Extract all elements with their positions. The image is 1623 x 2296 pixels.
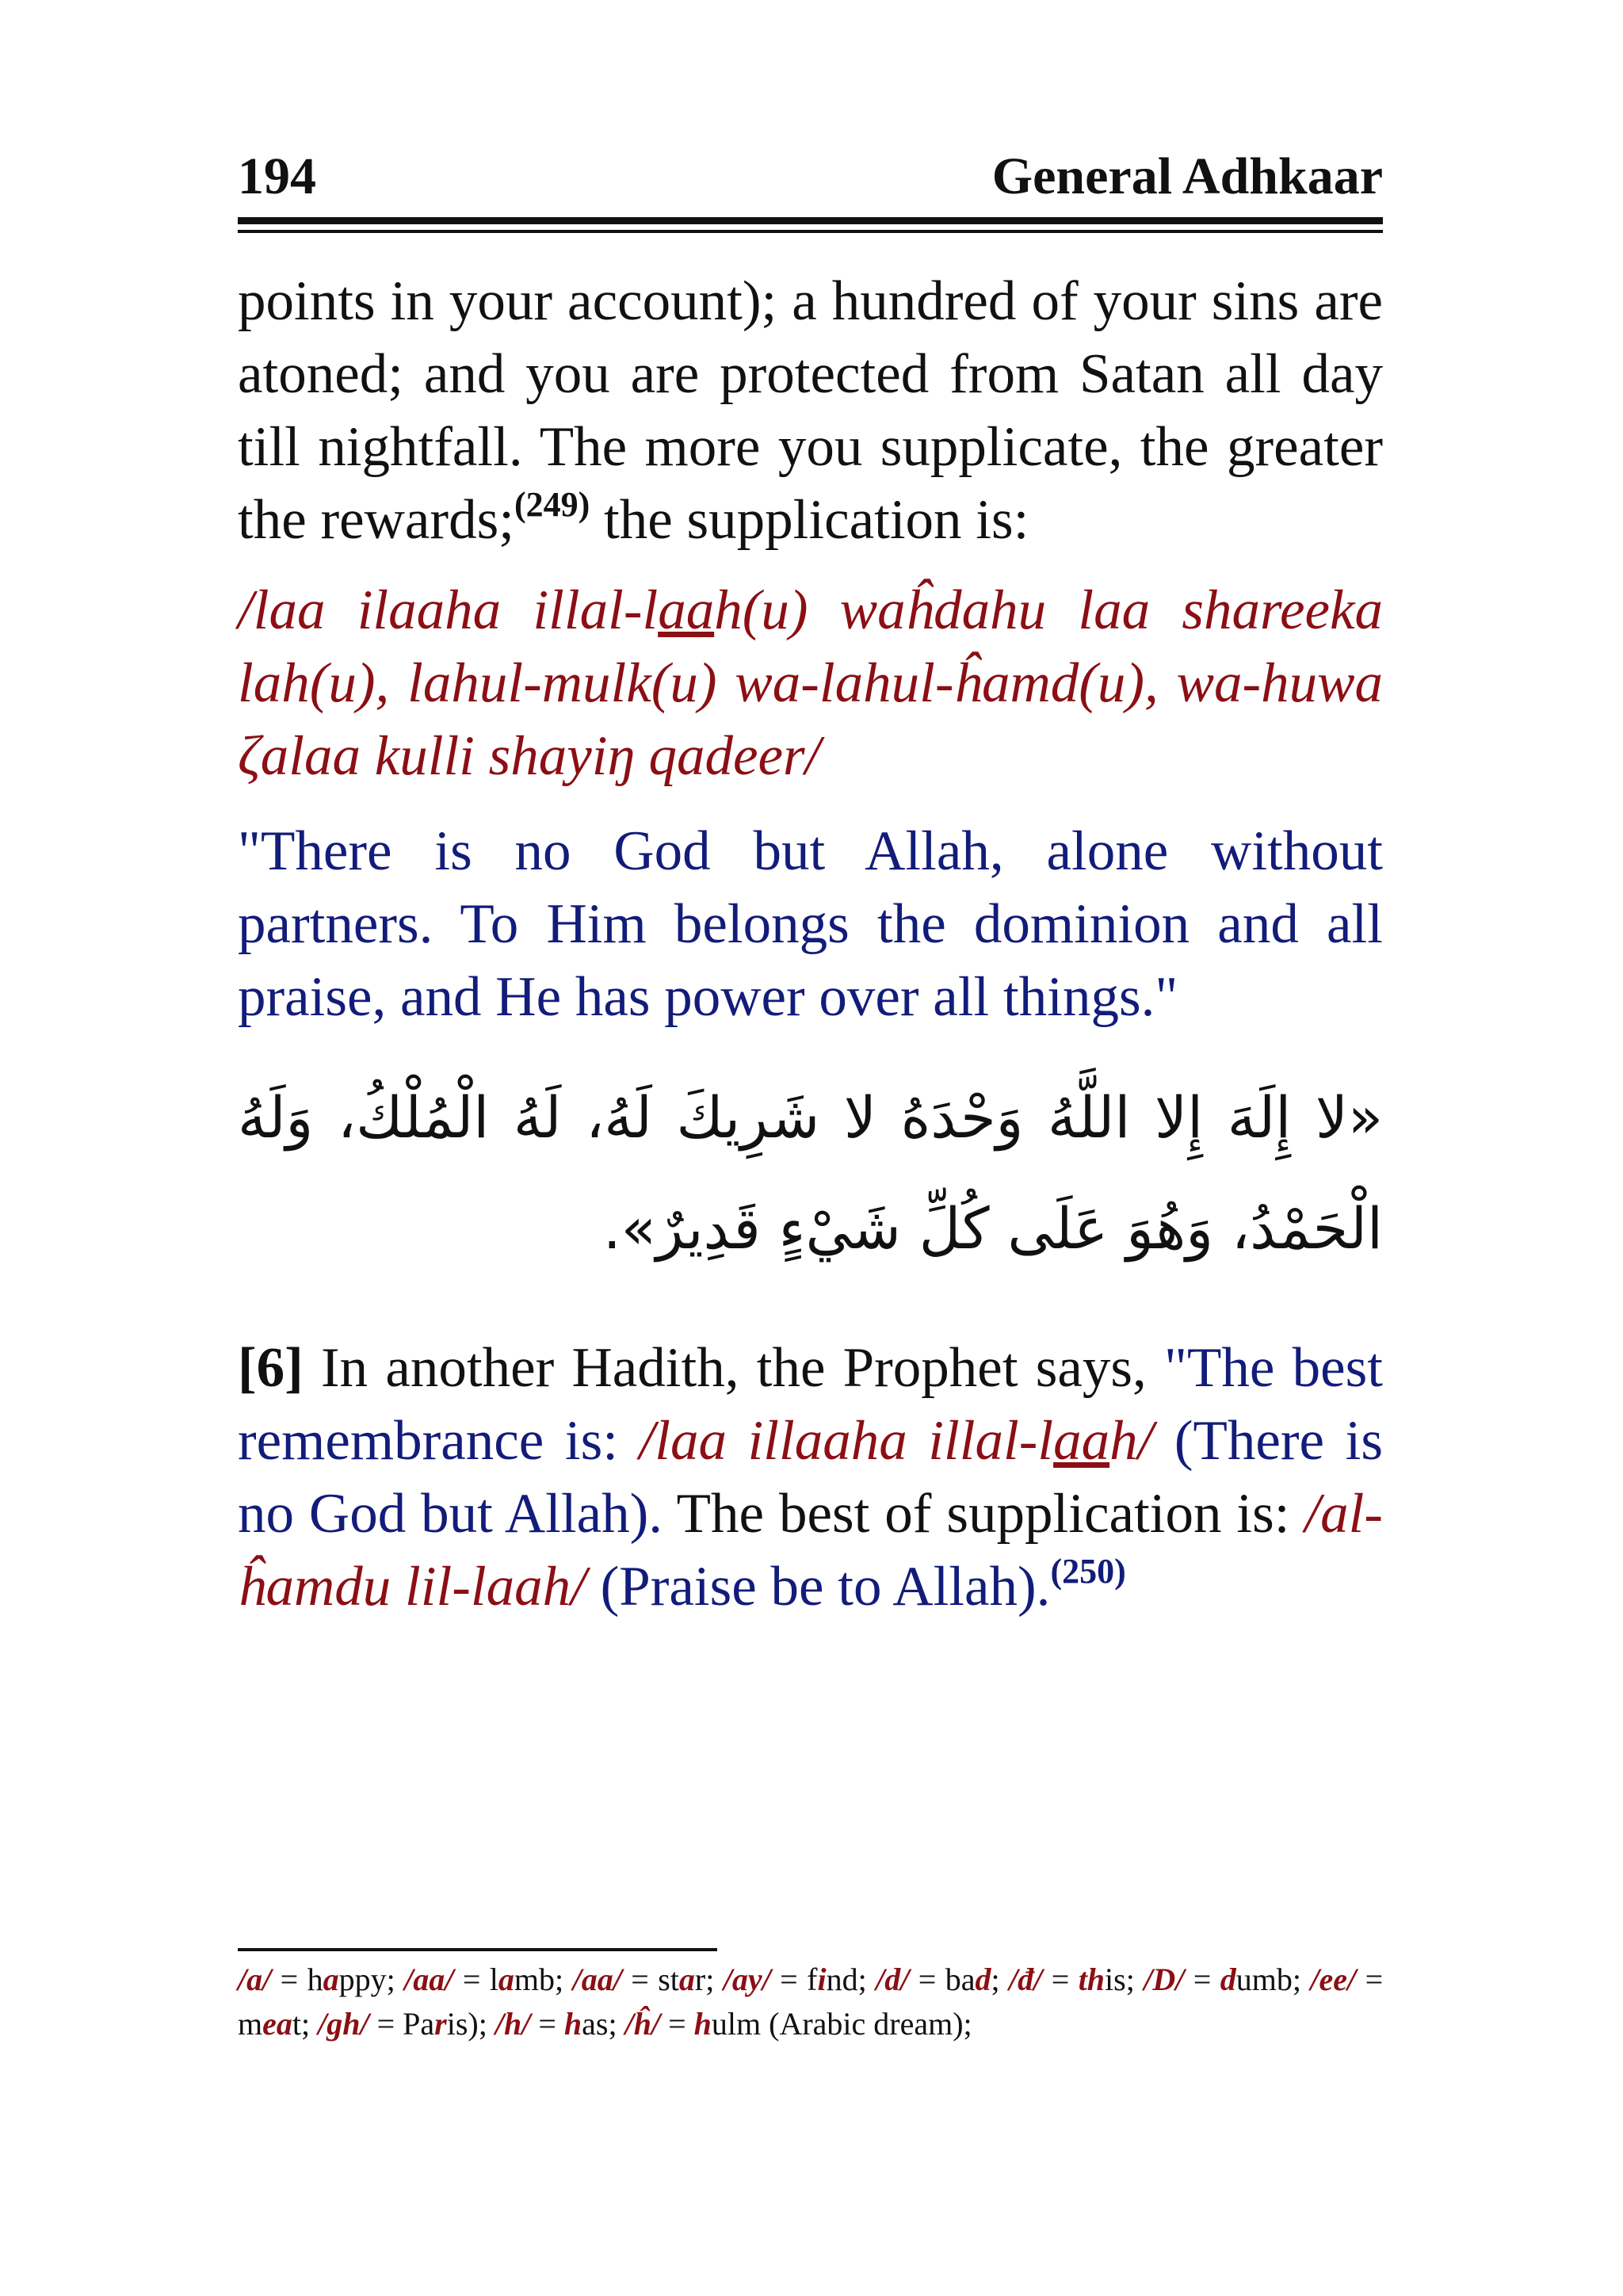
translit-1 bbox=[640, 1410, 1154, 1472]
footnote-symbol: /ay/ bbox=[723, 1962, 771, 1997]
paragraph-text-after: the supplication is: bbox=[590, 489, 1029, 551]
footnote-equals: = bbox=[369, 2006, 403, 2042]
footnote-equals: = bbox=[530, 2006, 564, 2042]
paragraph-continuation bbox=[238, 265, 1383, 556]
footnote-entry bbox=[876, 1962, 1000, 1997]
quote-part1: "The best remembrance is: bbox=[238, 1337, 1383, 1472]
footnote-example-pre: f bbox=[807, 1962, 818, 1997]
footnote-example-post: t; bbox=[292, 2006, 311, 2042]
translit-underlined: aa bbox=[658, 579, 715, 641]
translit-1b: h/ bbox=[1109, 1410, 1154, 1472]
footnote-symbol: /gh/ bbox=[318, 2006, 369, 2042]
footnote-equals: = bbox=[1356, 1962, 1384, 1997]
footnote-example-post: mb; bbox=[514, 1962, 564, 1997]
footnote-entry bbox=[238, 1962, 395, 1997]
footnote-symbol: /h/ bbox=[495, 2006, 531, 2042]
footnote-example-post: umb; bbox=[1235, 1962, 1302, 1997]
footnote-entry bbox=[724, 1962, 867, 1997]
footnote-entry bbox=[1009, 1962, 1135, 1997]
footnote-equals: = bbox=[453, 1962, 490, 1997]
footnote-entry bbox=[573, 1962, 715, 1997]
footnote-example-highlight: h bbox=[563, 2006, 582, 2042]
footnote-symbol: /aa/ bbox=[572, 1962, 622, 1997]
footnote-example-highlight: d bbox=[1220, 1962, 1236, 1997]
page-number: 194 bbox=[238, 147, 316, 205]
running-header bbox=[238, 147, 1383, 217]
footnote-separator bbox=[238, 1948, 717, 1951]
footnote-symbol: /ĥ/ bbox=[624, 2006, 661, 2042]
translit-part2: h(u) waĥdahu laa shareeka lah(u), lahul-mulk(u) wa-lahul-ĥamd(u), wa-huwa ζalaa kulli shayiŋ qadeer/ bbox=[238, 579, 1383, 787]
translit-1-underlined: aa bbox=[1053, 1410, 1110, 1472]
footnote-example-post: ppy; bbox=[338, 1962, 395, 1997]
footnote-example-post: ; bbox=[991, 1962, 1000, 1997]
arabic-text: «لا إِلَهَ إِلا اللَّهُ وَحْدَهُ لا شَرِيكَ لَهُ، لَهُ الْمُلْكُ، وَلَهُ الْحَمْدُ، وَهُوَ عَلَى كُلِّ شَيْءٍ قَدِيرٌ». bbox=[238, 1084, 1383, 1262]
quote-part3: (Praise be to Allah). bbox=[586, 1556, 1051, 1618]
footnote-equals: = bbox=[271, 1962, 307, 1997]
footnote-ref-249: (249) bbox=[514, 485, 590, 524]
footnote-entry bbox=[495, 2006, 617, 2042]
footnote-equals: = bbox=[1042, 1962, 1079, 1997]
quote-part2: (There is no God but Allah). bbox=[238, 1410, 1383, 1545]
footnote-example-highlight: d bbox=[975, 1962, 991, 1997]
footnote-ref-250: (250) bbox=[1050, 1552, 1126, 1591]
translation: "There is no God but Allah, alone without partners. To Him belongs the dominion and all praise, and He has power over all things." bbox=[238, 820, 1383, 1028]
footnote-example-highlight: a bbox=[678, 1962, 695, 1997]
transliteration-key-footnote bbox=[238, 1958, 1383, 2046]
header-rule-thin bbox=[238, 230, 1383, 233]
footnote-symbol: /d/ bbox=[876, 1962, 910, 1997]
translit-part1: /laa ilaaha illal-l bbox=[238, 579, 659, 641]
footnote-example-highlight: a bbox=[498, 1962, 514, 1997]
footnote-equals: = bbox=[909, 1962, 945, 1997]
footnote-example-highlight: i bbox=[817, 1962, 827, 1997]
footnote-example-post: r; bbox=[694, 1962, 715, 1997]
translit-1a: /laa illaaha illal-l bbox=[639, 1410, 1054, 1472]
footnote-example-highlight: r bbox=[434, 2006, 447, 2042]
footnote-example-post: as; bbox=[582, 2006, 617, 2042]
footnote-example-highlight: ea bbox=[262, 2006, 292, 2042]
footnote-entry bbox=[1144, 1962, 1301, 1997]
footnote-example-post: nd; bbox=[826, 1962, 867, 1997]
footnote-example-pre: Pa bbox=[403, 2006, 435, 2042]
header-rule-thick bbox=[238, 217, 1383, 224]
footnote-example-post: ulm (Arabic dream); bbox=[711, 2006, 972, 2042]
footnote-example-highlight: a bbox=[323, 1962, 339, 1997]
footnote-entry bbox=[318, 2006, 487, 2042]
footnote-entry bbox=[404, 1962, 563, 1997]
chapter-title: General Adhkaar bbox=[991, 147, 1383, 205]
transliteration bbox=[238, 574, 1383, 793]
footnote-entry bbox=[625, 2006, 972, 2042]
footnote-example-pre: h bbox=[307, 1962, 323, 1997]
footnote-example-highlight: h bbox=[693, 2006, 712, 2042]
paragraph-text: points in your account); a hundred of your sins are atoned; and you are protected from Satan all day till nightfall. The more you supplicate, the greater the rewards; bbox=[238, 270, 1383, 551]
footnote-symbol: /ee/ bbox=[1310, 1962, 1357, 1997]
footnote-symbol: /a/ bbox=[238, 1962, 272, 1997]
page bbox=[238, 147, 1384, 1623]
footnote-example-pre: m bbox=[238, 2006, 263, 2042]
footnote-symbol: /D/ bbox=[1144, 1962, 1185, 1997]
footnote-equals: = bbox=[660, 2006, 694, 2042]
footnote-equals: = bbox=[770, 1962, 808, 1997]
translit-2: /al-ĥamdu lil-laah/ bbox=[238, 1483, 1384, 1618]
footnote-equals: = bbox=[621, 1962, 659, 1997]
paragraph-marker: [6] bbox=[238, 1337, 304, 1399]
footnote-equals: = bbox=[1184, 1962, 1220, 1997]
footnote-example-pre: ba bbox=[945, 1962, 976, 1997]
paragraph-6 bbox=[238, 1331, 1383, 1623]
footnote-example-pre: l bbox=[489, 1962, 498, 1997]
footnote-symbol: /aa/ bbox=[404, 1962, 454, 1997]
footnote-example-post: is); bbox=[446, 2006, 487, 2042]
footnote-example-post: is; bbox=[1105, 1962, 1135, 1997]
footnote-example-highlight: th bbox=[1078, 1962, 1106, 1997]
footnote-example-pre: st bbox=[658, 1962, 679, 1997]
footnote-symbol: /đ/ bbox=[1009, 1962, 1043, 1997]
paragraph6-intro: In another Hadith, the Prophet says, bbox=[303, 1337, 1165, 1399]
paragraph6-middle: The best of supplication is: bbox=[663, 1483, 1305, 1545]
